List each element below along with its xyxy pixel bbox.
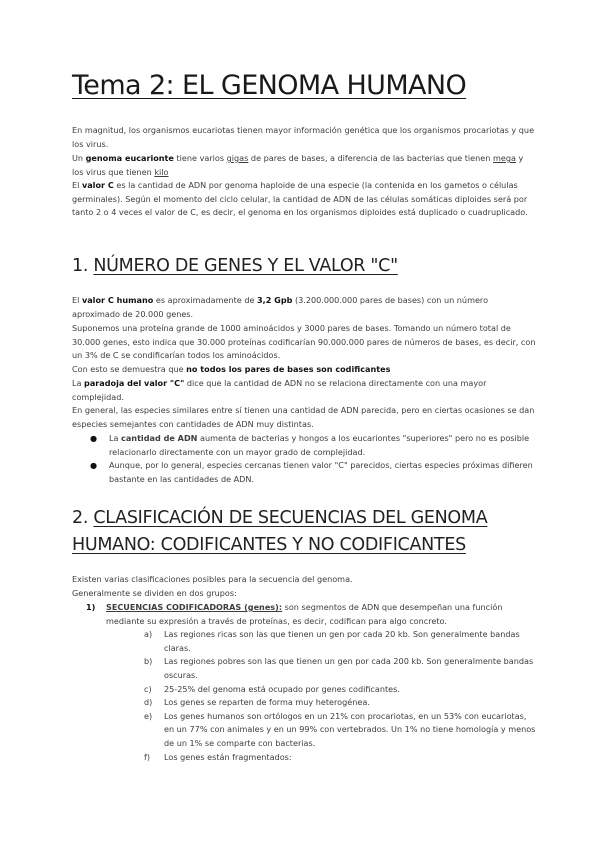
list-marker: f) — [144, 751, 151, 762]
intro-paragraph-2 — [72, 152, 537, 179]
term-valor-c: valor C — [81, 180, 114, 190]
list-marker: d) — [144, 697, 153, 708]
term-mega: mega — [492, 153, 516, 163]
term-kilo: kilo — [154, 166, 169, 177]
text: Aunque, por lo general, especies cercanas tienen valor "C" parecidos, ciertas especies próximas difieren bastante en las cantidades de ADN. — [109, 460, 533, 484]
term-paradoja: paradoja del valor "C" — [84, 378, 185, 388]
section-1-paragraph-2 — [72, 322, 537, 363]
section-title-line-2: HUMANO: CODIFICANTES Y NO CODIFICANTES — [72, 535, 466, 555]
section-1-bullet-list — [90, 432, 535, 486]
text: Generalmente se dividen en dos grupos: — [72, 588, 237, 598]
text: dice que la cantidad de ADN no se relaciona directamente con una mayor complejidad. — [72, 378, 487, 402]
section-title-line-1: CLASIFICACIÓN DE SECUENCIAS DEL GENOMA — [93, 508, 488, 528]
text: El — [72, 180, 82, 190]
list-item — [144, 655, 536, 682]
section-2-paragraph-2 — [72, 587, 537, 601]
term-secuencias-codificadoras: SECUENCIAS CODIFICADORAS (genes): — [106, 602, 283, 612]
term-genoma-eucarionte: genoma eucarionte — [85, 153, 174, 163]
text: y los virus que tienen — [72, 153, 524, 177]
section-2-paragraph-1 — [72, 573, 537, 587]
list-item — [144, 696, 536, 710]
text: aumenta de bacterias y hongos a los eucariontes "superiores" pero no es posible relacionarlo directamente con un mayor grado de complejidad. — [109, 433, 530, 457]
title-main: EL GENOMA HUMANO — [182, 70, 467, 101]
section-1-paragraph-4 — [72, 377, 537, 404]
list-item — [90, 432, 535, 459]
section-number: 1. — [72, 256, 94, 276]
section-2-numbered-list — [86, 601, 536, 764]
sub-list — [106, 628, 536, 764]
term-gpb: 3,2 Gpb — [257, 295, 293, 305]
section-1-heading — [72, 253, 398, 279]
term-no-codificantes: no todos los pares de bases son codificantes — [186, 364, 391, 374]
list-item-text: Las regiones ricas son las que tienen un gen por cada 20 kb. Son generalmente bandas claras. — [164, 629, 520, 653]
text: son segmentos de ADN que desempeñan una función mediante su expresión a través de proteínas, es decir, codifican para algo concreto. — [106, 602, 503, 626]
section-number: 2. — [72, 508, 94, 528]
term-cantidad-adn: cantidad de ADN — [121, 433, 198, 443]
term-valor-c-humano: valor C humano — [81, 295, 154, 305]
list-marker: e) — [144, 710, 153, 721]
text: de pares de bases, a diferencia de las bacterias que tienen — [248, 153, 493, 163]
term-gigas: gigas — [226, 153, 249, 163]
text: Un — [72, 153, 86, 163]
text: Existen varias clasificaciones posibles para la secuencia del genoma. — [72, 574, 353, 584]
list-item-text: Los genes se reparten de forma muy heterogénea. — [164, 697, 370, 708]
section-2-heading — [72, 505, 487, 559]
text: La — [72, 378, 85, 388]
intro-p1-text: En magnitud, los organismos eucariotas tienen mayor información genética que los organismos procariotas y que los virus. — [72, 125, 535, 149]
text: Con esto se demuestra que — [72, 364, 187, 374]
list-marker: b) — [144, 656, 153, 667]
list-item-text: Los genes están fragmentados: — [164, 751, 292, 762]
list-number: 1) — [86, 602, 96, 612]
bullet-icon: ● — [90, 433, 98, 443]
section-1-paragraph-3 — [72, 363, 537, 377]
list-marker: a) — [144, 629, 153, 640]
list-item — [144, 683, 536, 697]
intro-paragraph-3 — [72, 179, 537, 220]
list-item — [144, 628, 536, 655]
list-item — [86, 601, 536, 764]
title-prefix: Tema 2: — [72, 70, 183, 101]
list-item — [90, 459, 535, 486]
section-1-paragraph-5 — [72, 404, 537, 431]
list-marker: c) — [144, 683, 152, 694]
text: La — [109, 433, 122, 443]
text: tiene varios — [173, 153, 227, 163]
intro-paragraph-1 — [72, 124, 537, 151]
list-item-text: Los genes humanos son ortólogos en un 21% con procariotas, en un 53% con eucariotas, en un 77% con animales y en un 99% con vertebrados. Un 1% no tiene homología y menos de un 1% se comparte con bacterias. — [164, 710, 536, 748]
text: (3.200.000.000 pares de bases) con un número aproximado de 20.000 genes. — [72, 295, 489, 319]
list-item — [144, 710, 536, 751]
text: El — [72, 295, 82, 305]
text: es la cantidad de ADN por genoma haploide de una especie (la contenida en los gametos o células germinales). Según el momento del ciclo celular, la cantidad de ADN de las células somáticas diploides será por tanto 2 o 4 veces el valor de C, es decir, el genoma en los organismos diploides está duplicado o cuadruplicado. — [72, 180, 528, 218]
list-item-text: Las regiones pobres son las que tienen un gen por cada 200 kb. Son generalmente bandas oscuras. — [164, 656, 534, 680]
section-1-paragraph-1 — [72, 294, 537, 321]
section-title: NÚMERO DE GENES Y EL VALOR "C" — [93, 256, 398, 276]
list-item-text: 25-25% del genoma está ocupado por genes codificantes. — [164, 683, 400, 694]
text: es aproximadamente de — [153, 295, 258, 305]
list-item — [144, 751, 536, 765]
text: En general, las especies similares entre sí tienen una cantidad de ADN parecida, pero en ciertas ocasiones se dan especies semejantes con cantidades de ADN muy distintas. — [72, 405, 535, 429]
bullet-icon: ● — [90, 460, 98, 471]
text: Suponemos una proteína grande de 1000 aminoácidos y 3000 pares de bases. Tomando un número total de 30.000 genes, esto indica que 30.000 proteínas codificarían 90.000.000 pares de números de bases, es decir, con un 3% de C se condificarían todos los aminoácidos. — [72, 323, 536, 361]
page-title — [72, 70, 466, 101]
